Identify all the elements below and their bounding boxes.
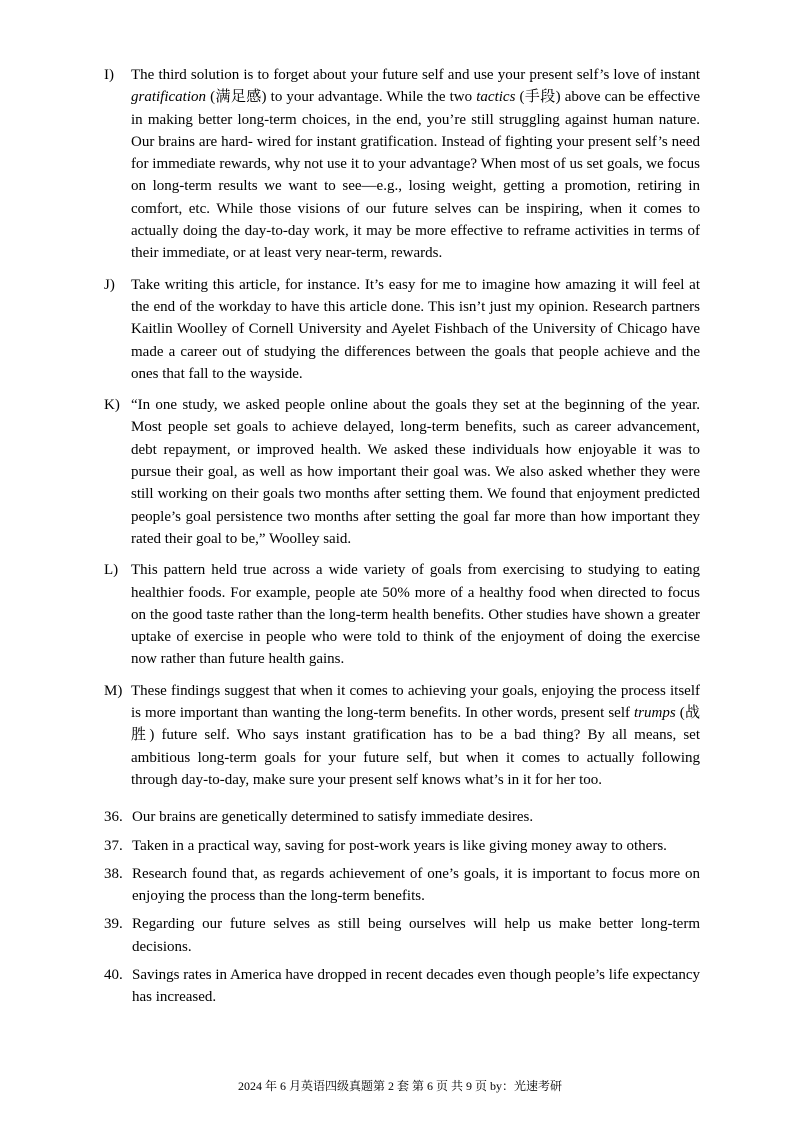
paragraph-label: J) — [104, 276, 115, 293]
question-item — [104, 806, 700, 828]
paragraph — [104, 274, 700, 385]
paragraph — [104, 559, 700, 670]
paragraph-label: L) — [104, 562, 119, 579]
paragraph-text: The third solution is to forget about your future self and use your present self’s love of instant gratification (满足感) to your advantage. While the two tactics (手段) above can be effective in making better long-term choices, in the end, you’re still struggling against human nature. Our brains are hard- wired for instant gratification. Instead of fighting your present self’s need for immediate rewards, why not use it to your advantage? When most of us set goals, we focus on long-term results we want to see—e.g., losing weight, getting a promotion, retiring in comfort, etc. While those visions of our future selves can be inspiring, when it comes to actually doing the day-to-day work, it may be more effective to reframe activities in terms of their immediate, or at least very near-term, rewards. — [131, 67, 701, 262]
question-item — [104, 835, 700, 857]
page-footer: 2024 年 6 月英语四级真题第 2 套 第 6 页 共 9 页 by：光速考研 — [237, 1079, 562, 1093]
paragraph-label: K) — [104, 397, 120, 414]
question-number: 40. — [104, 966, 123, 983]
question-text: Research found that, as regards achievement of one’s goals, it is important to focus more on enjoying the process than the long-term benefits. — [132, 865, 700, 905]
passage-paragraphs — [104, 64, 700, 791]
question-text: Our brains are genetically determined to satisfy immediate desires. — [132, 809, 534, 826]
question-text: Regarding our future selves as still being ourselves will help us make better long-term decisions. — [132, 916, 700, 955]
question-item — [104, 913, 700, 958]
paragraph-text: “In one study, we asked people online about the goals they set at the beginning of the year. Most people set goals to achieve delayed, long-term benefits, such as career advancement, debt repayment, or improved health. We asked these individuals how enjoyable it was to pursue their goal, as well as how important their goal was. We also asked whether they were still working on their goals two months after setting them. We found that enjoyment predicted people’s goal persistence two months after setting the goal far more than how important they rated their goal to be,” Woolley said. — [131, 397, 700, 547]
question-text: Savings rates in America have dropped in recent decades even though people’s life expectancy has increased. — [132, 966, 700, 1006]
paragraph-text: These findings suggest that when it comes to achieving your goals, enjoying the process itself is more important than wanting the long-term benefits. In other words, present self trumps (战胜) future self. Who says instant gratification has to be a bad thing? By all means, set ambitious long-term goals for your future self, but when it comes to actually following through day-to-day, make sure your present self knows what’s in it for her too. — [131, 682, 700, 788]
question-number: 39. — [104, 916, 123, 933]
question-number: 37. — [104, 837, 123, 854]
question-number: 36. — [104, 809, 123, 826]
paragraph — [104, 394, 700, 550]
question-list — [104, 806, 700, 1008]
paragraph-text: This pattern held true across a wide variety of goals from exercising to studying to eating healthier foods. For example, people ate 50% more of a healthy food when directed to focus on the good taste rather than the long-term health benefits. Other studies have shown a greater uptake of exercise in people who were told to think of the enjoyment of doing the exercise now rather than future health gains. — [131, 562, 700, 668]
question-item — [104, 863, 700, 908]
paragraph — [104, 680, 700, 791]
paragraph-label: I) — [104, 67, 114, 83]
paragraph-label: M) — [104, 682, 123, 699]
question-text: Taken in a practical way, saving for post-work years is like giving money away to others. — [132, 837, 667, 854]
question-number: 38. — [104, 865, 123, 882]
question-item — [104, 964, 700, 1009]
paragraph — [104, 64, 700, 265]
paragraph-text: Take writing this article, for instance. It’s easy for me to imagine how amazing it will feel at the end of the workday to have this article done. This isn’t just my opinion. Research partners Kaitlin Woolley of Cornell University and Ayelet Fishbach of the University of Chicago have made a career out of studying the differences between the goals that people achieve and the ones that fall to the wayside. — [131, 276, 700, 382]
